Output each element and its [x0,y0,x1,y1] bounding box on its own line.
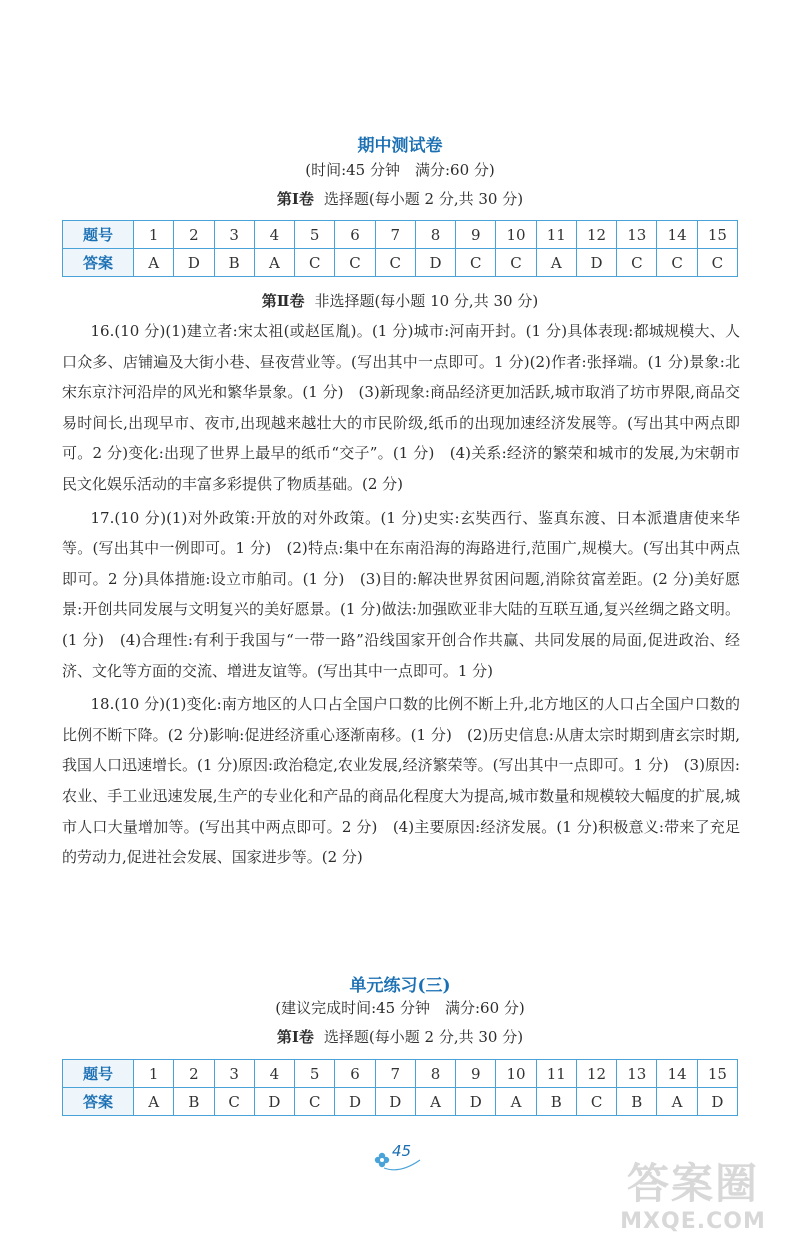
section1-part1-heading [0,188,800,209]
question-number: 8 [415,221,455,249]
answer-cell: D [456,1088,496,1116]
answer-cell: A [496,1088,536,1116]
question-number: 2 [174,1060,214,1088]
answer-cell: D [335,1088,375,1116]
part-label: 第Ⅱ卷 [261,292,305,310]
part-label: 第Ⅰ卷 [276,190,314,208]
section1-answer-table [62,220,738,277]
question-number: 13 [617,1060,657,1088]
question-number: 1 [134,1060,174,1088]
answer-cell: C [496,249,536,277]
answer-cell: D [415,249,455,277]
answer-cell: C [295,1088,335,1116]
answer-cell: C [657,249,697,277]
answer-cell: A [254,249,294,277]
part-desc: 选择题(每小题 2 分,共 30 分) [323,190,524,208]
question-number: 4 [254,1060,294,1088]
row-header-question: 题号 [63,1060,134,1088]
answer-explanations [62,316,740,873]
answer-cell: D [375,1088,415,1116]
question-number: 13 [617,221,657,249]
section1-title: 期中测试卷 [357,136,443,156]
answer-cell: C [697,249,737,277]
question-number: 3 [214,221,254,249]
question-number: 15 [697,1060,737,1088]
answer-cell: C [295,249,335,277]
question-number: 11 [536,221,576,249]
answer-cell: B [536,1088,576,1116]
answer-cell: A [536,249,576,277]
question-number: 8 [415,1060,455,1088]
question-number: 11 [536,1060,576,1088]
question-number: 6 [335,1060,375,1088]
question-number: 14 [657,221,697,249]
answer-q17: 17.(10 分)(1)对外政策:开放的对外政策。(1 分)史实:玄奘西行、鉴真东渡、日本派遣唐使来华等。(写出其中一例即可。1 分) (2)特点:集中在东南沿海的海路进行,范围广,规模大。(写出其中两点即可。2 分)具体措施:设立市舶司。(1 分) (3)目的:解决世界贫困问题,消除贫富差距。(2 分)美好愿景:开创共同发展与文明复兴的美好愿景。(1 分)做法:加强欧亚非大陆的互联互通,复兴丝绸之路文明。(1 分) (4)合理性:有利于我国与“一带一路”沿线国家开创合作共赢、共同发展的局面,促进政治、经济、文化等方面的交流、增进友谊等。(写出其中一点即可。1 分) [62,508,740,680]
table-row-answers [63,1088,738,1116]
answer-cell: A [134,1088,174,1116]
question-number: 2 [174,221,214,249]
question-number: 1 [134,221,174,249]
answer-cell: A [134,249,174,277]
answer-cell: A [657,1088,697,1116]
part-desc: 非选择题(每小题 10 分,共 30 分) [314,292,539,310]
answer-cell: C [576,1088,616,1116]
question-number: 9 [456,1060,496,1088]
answer-cell: B [174,1088,214,1116]
answer-cell: D [174,249,214,277]
section1-part2-heading [0,290,800,311]
question-number: 10 [496,1060,536,1088]
answer-cell: C [456,249,496,277]
table-row-numbers [63,221,738,249]
section2-part1-heading [0,1026,800,1047]
answer-cell: B [617,1088,657,1116]
section2-answer-table [62,1059,738,1116]
question-number: 12 [576,221,616,249]
row-header-question: 题号 [63,221,134,249]
question-number: 4 [254,221,294,249]
question-number: 9 [456,221,496,249]
question-number: 7 [375,1060,415,1088]
part-label: 第Ⅰ卷 [276,1028,314,1046]
answer-q18: 18.(10 分)(1)变化:南方地区的人口占全国户口数的比例不断上升,北方地区的人口占全国户口数的比例不断下降。(2 分)影响:促进经济重心逐渐南移。(1 分) (2)历史信息:从唐太宗时期到唐玄宗时期,我国人口迅速增长。(1 分)原因:政治稳定,农业发展,经济繁荣等。(写出其中一点即可。1 分) (3)原因:农业、手工业迅速发展,生产的专业化和产品的商品化程度大为提高,城市数量和规模较大幅度的扩展,城市人口大量增加等。(写出其中两点即可。2 分) (4)主要原因:经济发展。(1 分)积极意义:带来了充足的劳动力,促进社会发展、国家进步等。(2 分) [62,695,740,867]
watermark-line2: MXQE.COM [620,1209,766,1234]
section2-subtitle: (建议完成时间:45 分钟 满分:60 分) [275,999,525,1017]
question-number: 6 [335,221,375,249]
watermark-line1: 答案圈 [626,1159,759,1208]
answer-q16: 16.(10 分)(1)建立者:宋太祖(或赵匡胤)。(1 分)城市:河南开封。(1 分)具体表现:都城规模大、人口众多、店铺遍及大街小巷、昼夜营业等。(写出其中一点即可。1 分)(2)作者:张择端。(1 分)景象:北宋东京汴河沿岸的风光和繁华景象。(1 分) (3)新现象:商品经济更加活跃,城市取消了坊市界限,商品交易时间长,出现早市、夜市,出现越来越壮大的市民阶级,纸币的出现加速经济发展等。(写出其中两点即可。2 分)变化:出现了世界上最早的纸币“交子”。(1 分) (4)关系:经济的繁荣和城市的发展,为宋朝市民文化娱乐活动的丰富多彩提供了物质基础。(2 分) [62,322,740,493]
page-number: 45 [392,1142,412,1160]
question-number: 10 [496,221,536,249]
question-number: 12 [576,1060,616,1088]
page-number-badge [370,1138,430,1174]
table-row-answers [63,249,738,277]
question-number: 14 [657,1060,697,1088]
question-number: 5 [295,1060,335,1088]
answer-cell: C [335,249,375,277]
answer-cell: D [697,1088,737,1116]
row-header-answer: 答案 [63,249,134,277]
answer-cell: D [576,249,616,277]
watermark-logo [598,1160,788,1250]
answer-cell: D [254,1088,294,1116]
answer-cell: A [415,1088,455,1116]
table-row-numbers [63,1060,738,1088]
answer-cell: C [214,1088,254,1116]
question-number: 15 [697,221,737,249]
row-header-answer: 答案 [63,1088,134,1116]
question-number: 7 [375,221,415,249]
answer-cell: C [617,249,657,277]
answer-cell: C [375,249,415,277]
question-number: 5 [295,221,335,249]
part-desc: 选择题(每小题 2 分,共 30 分) [323,1028,524,1046]
section2-title: 单元练习(三) [349,976,451,996]
answer-cell: B [214,249,254,277]
section1-subtitle: (时间:45 分钟 满分:60 分) [305,161,495,179]
question-number: 3 [214,1060,254,1088]
